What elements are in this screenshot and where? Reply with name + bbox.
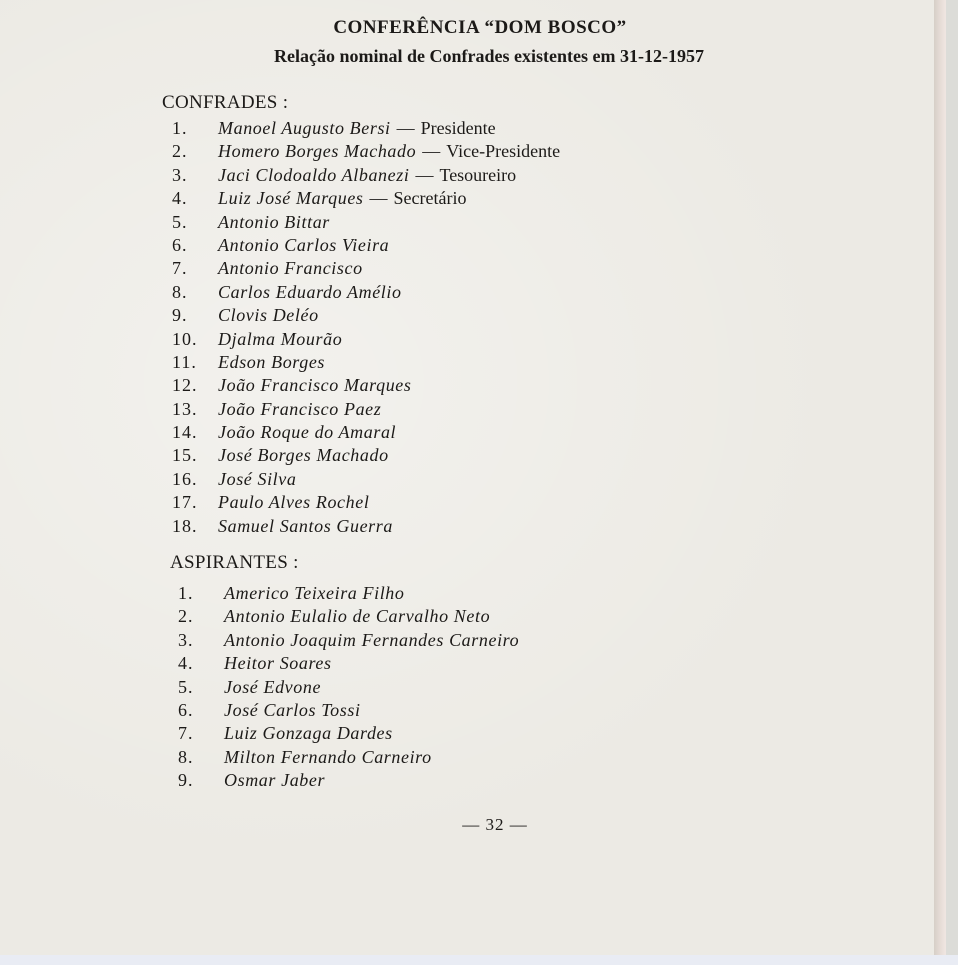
item-number: 7. [178, 723, 194, 744]
member-name: Carlos Eduardo Amélio [218, 281, 402, 302]
list-item [178, 652, 519, 675]
member-role: Secretário [393, 188, 467, 209]
member-name: José Silva [218, 468, 297, 489]
list-item [178, 769, 519, 792]
item-number: 3. [178, 629, 194, 650]
list-item [172, 515, 560, 538]
item-number: 8. [172, 281, 188, 302]
item-number: 12. [172, 375, 198, 396]
list-item [178, 629, 519, 652]
item-number: 6. [178, 699, 194, 720]
list-item [172, 351, 560, 374]
list-item [178, 699, 519, 722]
confrades-heading: CONFRADES : [162, 92, 289, 113]
item-number: 10. [172, 328, 198, 349]
item-number: 15. [172, 445, 198, 466]
member-role: Vice-Presidente [446, 141, 561, 162]
role-dash: — [369, 188, 388, 209]
member-name: Jaci Clodoaldo Albanezi [218, 164, 410, 185]
list-item [172, 444, 560, 467]
page-edge [934, 0, 946, 955]
member-name: Paulo Alves Rochel [218, 492, 370, 513]
list-item [178, 746, 519, 769]
list-item [172, 211, 560, 234]
list-item [172, 187, 560, 210]
member-name: Milton Fernando Carneiro [224, 746, 432, 767]
item-number: 18. [172, 515, 198, 536]
member-name: José Carlos Tossi [224, 699, 361, 720]
document-title: CONFERÊNCIA “DOM BOSCO” [333, 17, 627, 38]
item-number: 14. [172, 422, 198, 443]
list-item [172, 491, 560, 514]
member-name: Samuel Santos Guerra [218, 515, 393, 536]
member-name: João Roque do Amaral [218, 422, 397, 443]
list-item [172, 304, 560, 327]
item-number: 2. [178, 606, 194, 627]
item-number: 1. [178, 583, 194, 603]
aspirantes-list [178, 582, 519, 793]
item-number: 16. [172, 468, 198, 489]
member-name: Clovis Deléo [218, 305, 319, 326]
role-dash: — [415, 164, 434, 185]
list-item [172, 328, 560, 351]
document-subtitle: Relação nominal de Confrades existentes em 31-12-1957 [274, 46, 704, 66]
item-number: 4. [172, 188, 188, 209]
list-item [172, 140, 560, 163]
member-role: Presidente [420, 118, 496, 138]
item-number: 6. [172, 234, 188, 255]
member-name: Homero Borges Machado [218, 141, 417, 162]
list-item [172, 468, 560, 491]
member-name: Americo Teixeira Filho [224, 583, 405, 603]
item-number: 9. [178, 770, 194, 791]
bottom-strip [0, 955, 958, 965]
item-number: 7. [172, 258, 188, 279]
role-dash: — [396, 118, 415, 138]
list-item [172, 234, 560, 257]
list-item [172, 117, 560, 140]
item-number: 2. [172, 141, 188, 162]
list-item [172, 421, 560, 444]
confrades-list [172, 117, 560, 538]
member-name: Heitor Soares [224, 653, 332, 674]
member-name: Djalma Mourão [218, 328, 343, 349]
list-item [172, 164, 560, 187]
list-item [172, 374, 560, 397]
member-name: Manoel Augusto Bersi [218, 118, 391, 138]
member-role: Tesoureiro [439, 164, 517, 185]
item-number: 11. [172, 351, 197, 372]
member-name: Edson Borges [218, 351, 326, 372]
item-number: 9. [172, 305, 188, 326]
member-name: Antonio Joaquim Fernandes Carneiro [224, 629, 520, 650]
member-name: João Francisco Marques [218, 375, 412, 396]
page-number: — 32 — [462, 815, 528, 834]
member-name: Antonio Eulalio de Carvalho Neto [224, 606, 491, 627]
member-name: José Borges Machado [218, 445, 389, 466]
member-name: João Francisco Paez [218, 398, 382, 419]
item-number: 5. [178, 676, 194, 697]
member-name: José Edvone [224, 676, 322, 697]
member-name: Antonio Carlos Vieira [218, 234, 390, 255]
list-item [172, 281, 560, 304]
list-item [178, 605, 519, 628]
member-name: Osmar Jaber [224, 770, 326, 791]
item-number: 1. [172, 118, 188, 138]
role-dash: — [422, 141, 441, 162]
list-item [172, 398, 560, 421]
item-number: 8. [178, 746, 194, 767]
item-number: 5. [172, 211, 188, 232]
member-name: Luiz Gonzaga Dardes [224, 723, 393, 744]
aspirantes-heading: ASPIRANTES : [170, 552, 299, 573]
item-number: 17. [172, 492, 198, 513]
member-name: Antonio Bittar [218, 211, 330, 232]
item-number: 4. [178, 653, 194, 674]
item-number: 3. [172, 164, 188, 185]
list-item [178, 582, 519, 605]
member-name: Luiz José Marques [218, 188, 364, 209]
member-name: Antonio Francisco [218, 258, 363, 279]
item-number: 13. [172, 398, 198, 419]
list-item [178, 676, 519, 699]
list-item [172, 257, 560, 280]
list-item [178, 722, 519, 745]
